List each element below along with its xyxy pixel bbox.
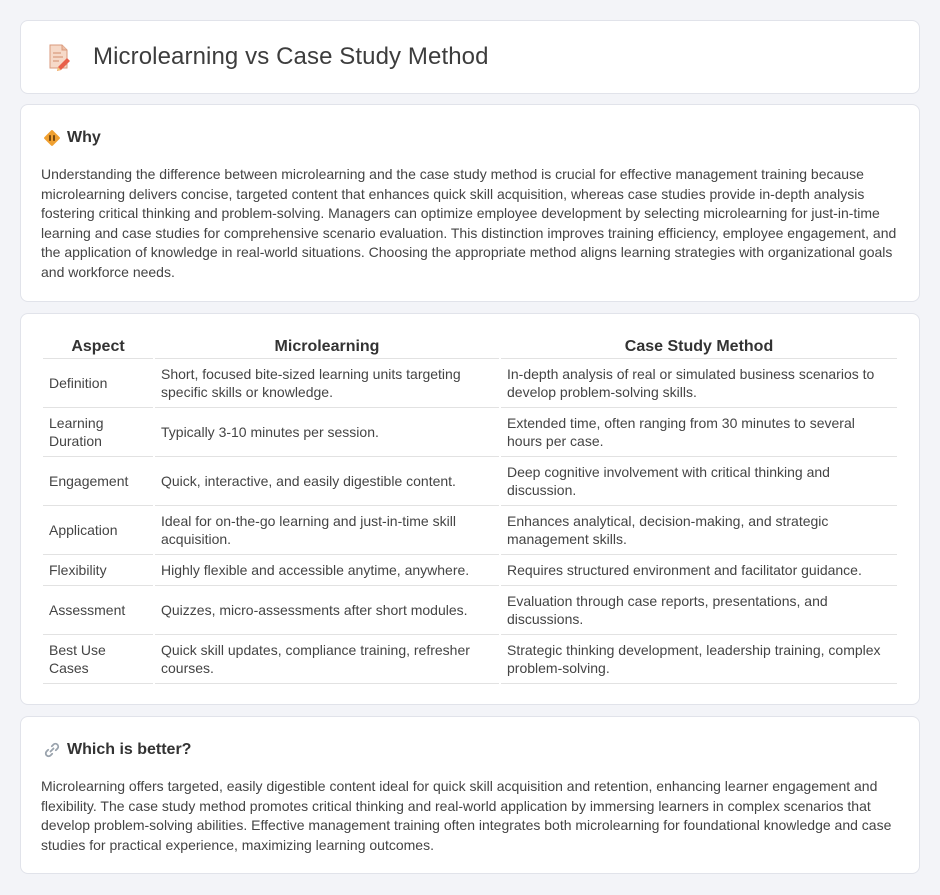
microlearning-cell: Quick, interactive, and easily digestible content. bbox=[155, 457, 499, 506]
header-aspect: Aspect bbox=[43, 334, 153, 359]
table-row bbox=[43, 359, 897, 408]
microlearning-cell: Short, focused bite-sized learning units targeting specific skills or knowledge. bbox=[155, 359, 499, 408]
better-heading-row bbox=[43, 741, 191, 759]
comparison-card bbox=[20, 313, 920, 705]
microlearning-cell: Typically 3-10 minutes per session. bbox=[155, 408, 499, 457]
case-study-cell: Strategic thinking development, leadership training, complex problem-solving. bbox=[501, 635, 897, 684]
link-icon bbox=[43, 741, 61, 759]
document-pencil-icon bbox=[47, 43, 71, 71]
table-header-row bbox=[43, 334, 897, 359]
case-study-cell: Extended time, often ranging from 30 minutes to several hours per case. bbox=[501, 408, 897, 457]
table-row bbox=[43, 586, 897, 635]
aspect-cell: Best Use Cases bbox=[43, 635, 153, 684]
aspect-cell: Engagement bbox=[43, 457, 153, 506]
title-row bbox=[47, 43, 489, 71]
diamond-signal-icon bbox=[43, 129, 61, 147]
why-heading-row bbox=[43, 129, 101, 147]
table-row bbox=[43, 506, 897, 555]
better-heading: Which is better? bbox=[67, 741, 192, 758]
case-study-cell: Evaluation through case reports, presentations, and discussions. bbox=[501, 586, 897, 635]
case-study-cell: Requires structured environment and facilitator guidance. bbox=[501, 555, 897, 586]
why-heading: Why bbox=[67, 129, 101, 146]
aspect-cell: Learning Duration bbox=[43, 408, 153, 457]
case-study-cell: In-depth analysis of real or simulated business scenarios to develop problem-solving skills. bbox=[501, 359, 897, 408]
which-is-better-card bbox=[20, 716, 920, 874]
table-row bbox=[43, 457, 897, 506]
microlearning-cell: Ideal for on-the-go learning and just-in-time skill acquisition. bbox=[155, 506, 499, 555]
title-card bbox=[20, 20, 920, 94]
aspect-cell: Application bbox=[43, 506, 153, 555]
better-body: Microlearning offers targeted, easily digestible content ideal for quick skill acquisition and retention, enhancing learner engagement and flexibility. The case study method promotes critical thinking and real-world application by immersing learners in complex scenarios that develop problem-solving abilities. Effective management training often integrates both microlearning for foundational knowledge and case studies for practical experience, maximizing learning outcomes. bbox=[41, 778, 892, 853]
microlearning-cell: Quizzes, micro-assessments after short modules. bbox=[155, 586, 499, 635]
why-body: Understanding the difference between microlearning and the case study method is crucial for effective management training because microlearning delivers concise, targeted content that enhances quick skill acquisition, whereas case studies provide in-depth analysis fostering critical thinking and problem-solving. Managers can optimize employee development by selecting microlearning for just-in-time learning and case studies for comprehensive scenario evaluation. This distinction improves training efficiency, employee engagement, and the application of knowledge in real-world situations. Choosing the appropriate method aligns learning strategies with organizational goals and workforce needs. bbox=[41, 166, 897, 280]
case-study-cell: Enhances analytical, decision-making, and strategic management skills. bbox=[501, 506, 897, 555]
page-title: Microlearning vs Case Study Method bbox=[93, 43, 489, 70]
case-study-cell: Deep cognitive involvement with critical thinking and discussion. bbox=[501, 457, 897, 506]
header-microlearning: Microlearning bbox=[155, 334, 499, 359]
aspect-cell: Definition bbox=[43, 359, 153, 408]
header-case-study: Case Study Method bbox=[501, 334, 897, 359]
table-row bbox=[43, 408, 897, 457]
aspect-cell: Flexibility bbox=[43, 555, 153, 586]
aspect-cell: Assessment bbox=[43, 586, 153, 635]
table-row bbox=[43, 555, 897, 586]
table-row bbox=[43, 635, 897, 684]
comparison-table bbox=[41, 334, 899, 684]
microlearning-cell: Quick skill updates, compliance training, refresher courses. bbox=[155, 635, 499, 684]
microlearning-cell: Highly flexible and accessible anytime, anywhere. bbox=[155, 555, 499, 586]
why-card bbox=[20, 104, 920, 302]
